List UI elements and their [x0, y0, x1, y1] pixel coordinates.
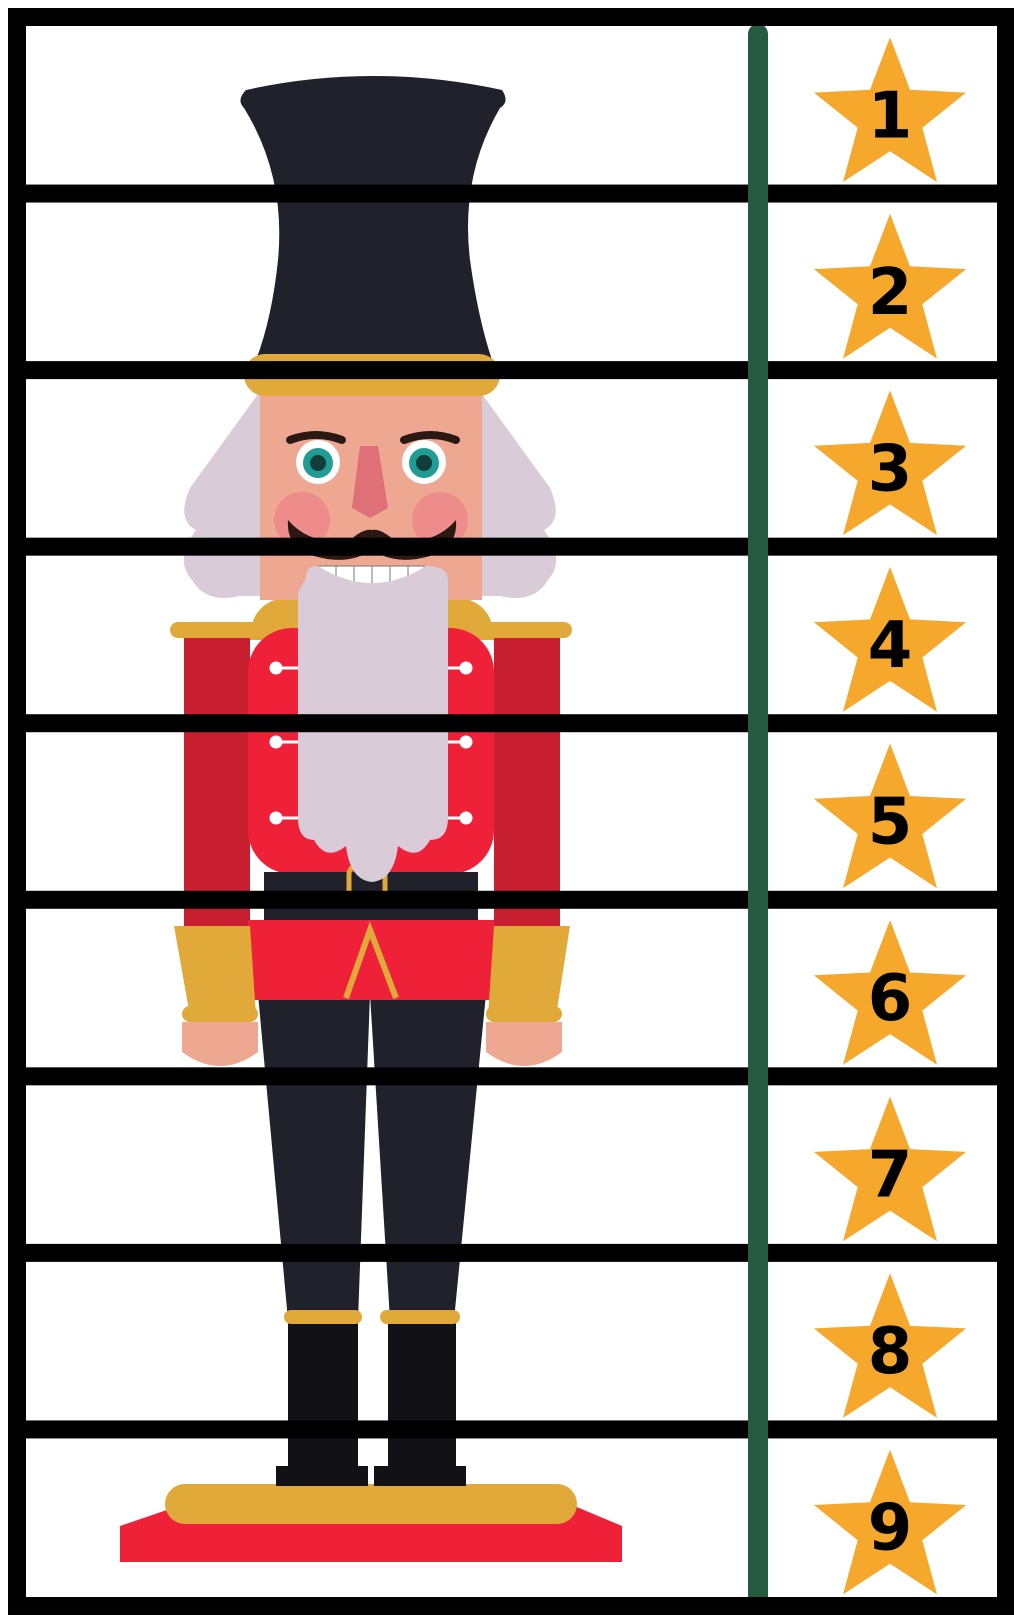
right-boot-sole [374, 1466, 466, 1486]
left-eye-pupil [310, 455, 326, 471]
strip-number: 4 [867, 608, 913, 683]
right-sleeve [494, 636, 560, 926]
strip-divider-line [17, 538, 1006, 556]
right-boot [388, 1320, 456, 1484]
strip-number: 3 [867, 432, 913, 507]
left-boot-sole [276, 1466, 368, 1486]
strip-number: 1 [867, 79, 913, 154]
left-epaulette [170, 622, 260, 638]
strip-divider-line [17, 1244, 1006, 1262]
strip-number: 2 [867, 255, 913, 330]
right-eye-pupil [416, 455, 432, 471]
right-boot-cuff [380, 1310, 460, 1324]
strip-divider-line [17, 361, 1006, 379]
strip-divider-line [17, 185, 1006, 203]
strip-divider-line [17, 714, 1006, 732]
strip-divider-line [17, 1067, 1006, 1085]
top-hat [240, 76, 505, 360]
strip-number: 9 [867, 1491, 913, 1566]
right-cuff-band [486, 1006, 562, 1022]
strip-number: 6 [867, 962, 913, 1037]
pedestal-top [165, 1484, 577, 1524]
strip-number: 7 [867, 1138, 913, 1213]
strip-number: 8 [867, 1315, 913, 1390]
right-epaulette [482, 622, 572, 638]
strip-number: 5 [867, 785, 913, 860]
left-cuff-band [182, 1006, 258, 1022]
left-sleeve [184, 636, 250, 926]
left-boot-cuff [284, 1310, 362, 1324]
left-boot [288, 1320, 358, 1484]
strip-divider-line [17, 891, 1006, 909]
strip-divider-line [17, 1420, 1006, 1438]
right-cuff [488, 926, 570, 1016]
